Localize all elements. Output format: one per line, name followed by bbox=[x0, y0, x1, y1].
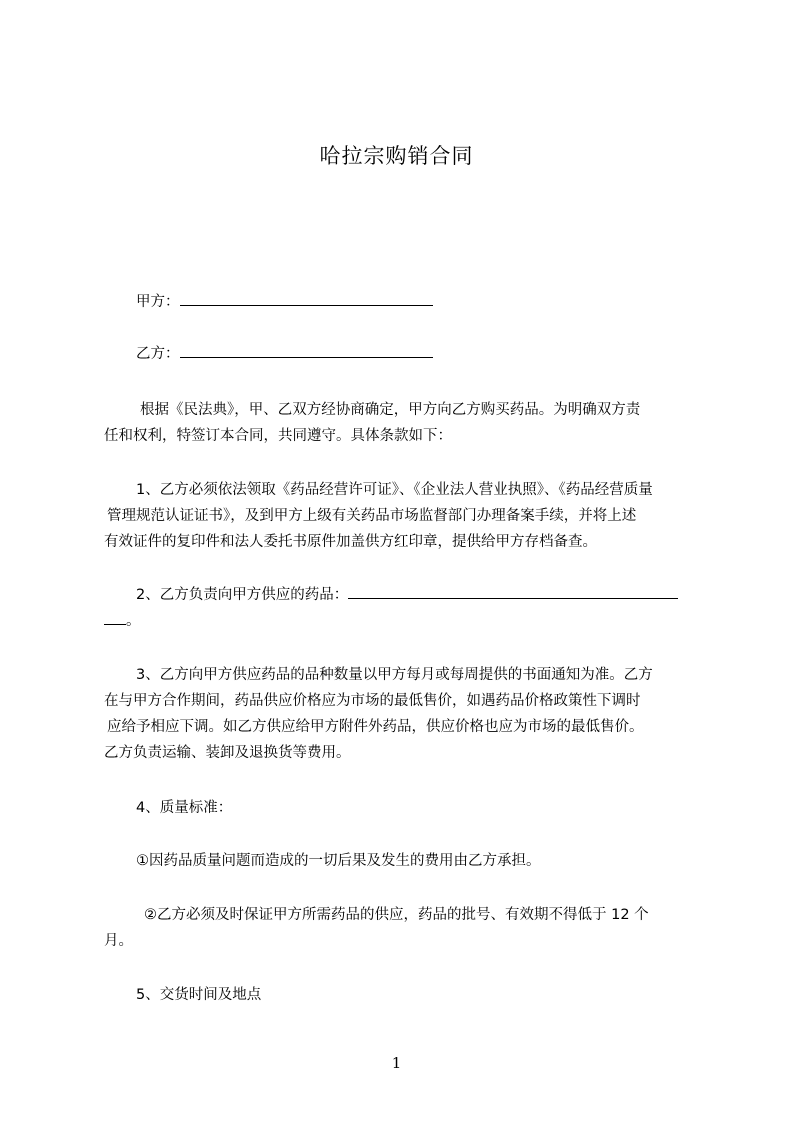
clause-1-line-1: 1、乙方必须依法领取《药品经营许可证》、《企业法人营业执照》、《药品经营质量 bbox=[136, 482, 653, 498]
clause-2-blank bbox=[348, 584, 678, 599]
clause-4-item-2 bbox=[104, 902, 704, 954]
party-a-blank bbox=[180, 291, 433, 306]
clause-1-line-2: 管理规范认证证书》，及到甲方上级有关药品市场监督部门办理备案手续，并将上述 bbox=[107, 508, 637, 524]
clause-4-item-2-line-1: ②乙方必须及时保证甲方所需药品的供应，药品的批号、有效期不得低于 12 个 bbox=[144, 907, 649, 923]
intro-line-2: 任和权利，特签订本合同，共同遵守。具体条款如下： bbox=[104, 428, 452, 444]
clause-4-item-2-line-2: 月。 bbox=[104, 933, 133, 949]
party-b-label: 乙方： bbox=[136, 346, 180, 362]
clause-4-item-1: ①因药品质量问题而造成的一切后果及发生的费用由乙方承担。 bbox=[136, 853, 541, 869]
clause-3-line-4: 乙方负责运输、装卸及退换货等费用。 bbox=[104, 745, 351, 761]
party-a-line bbox=[104, 289, 704, 315]
party-b-blank bbox=[180, 343, 433, 358]
clause-2-line-1 bbox=[104, 582, 704, 608]
clause-4-heading: 4、质量标准： bbox=[136, 800, 233, 816]
clause-3-line-2: 在与甲方合作期间，药品供应价格应为市场的最低售价，如遇药品价格政策性下调时 bbox=[104, 693, 641, 709]
clause-2-text: 2、乙方负责向甲方供应的药品： bbox=[136, 587, 349, 603]
party-a-label: 甲方： bbox=[136, 294, 180, 310]
page-title: 哈拉宗购销合同 bbox=[319, 144, 474, 168]
page-number: 1 bbox=[391, 1054, 402, 1072]
intro-line-1: 根据《民法典》，甲、乙双方经协商确定，甲方向乙方购买药品。为明确双方责 bbox=[140, 402, 641, 418]
clause-3 bbox=[104, 662, 704, 766]
clause-1 bbox=[104, 477, 704, 555]
clause-2-end: 。 bbox=[126, 613, 141, 629]
clause-3-line-1: 3、乙方向甲方供应药品的品种数量以甲方每月或每周提供的书面通知为准。乙方 bbox=[136, 667, 653, 683]
intro-paragraph bbox=[104, 397, 704, 449]
clause-3-line-3: 应给予相应下调。如乙方供应给甲方附件外药品，供应价格也应为市场的最低售价。 bbox=[107, 719, 644, 735]
clause-2-blank-cont bbox=[104, 610, 126, 625]
clause-2 bbox=[104, 582, 704, 634]
clause-1-line-3: 有效证件的复印件和法人委托书原件加盖供方红印章，提供给甲方存档备查。 bbox=[104, 534, 597, 550]
clause-5-heading: 5、交货时间及地点 bbox=[136, 987, 262, 1003]
clause-2-line-2 bbox=[104, 608, 704, 634]
party-b-line bbox=[104, 341, 704, 367]
